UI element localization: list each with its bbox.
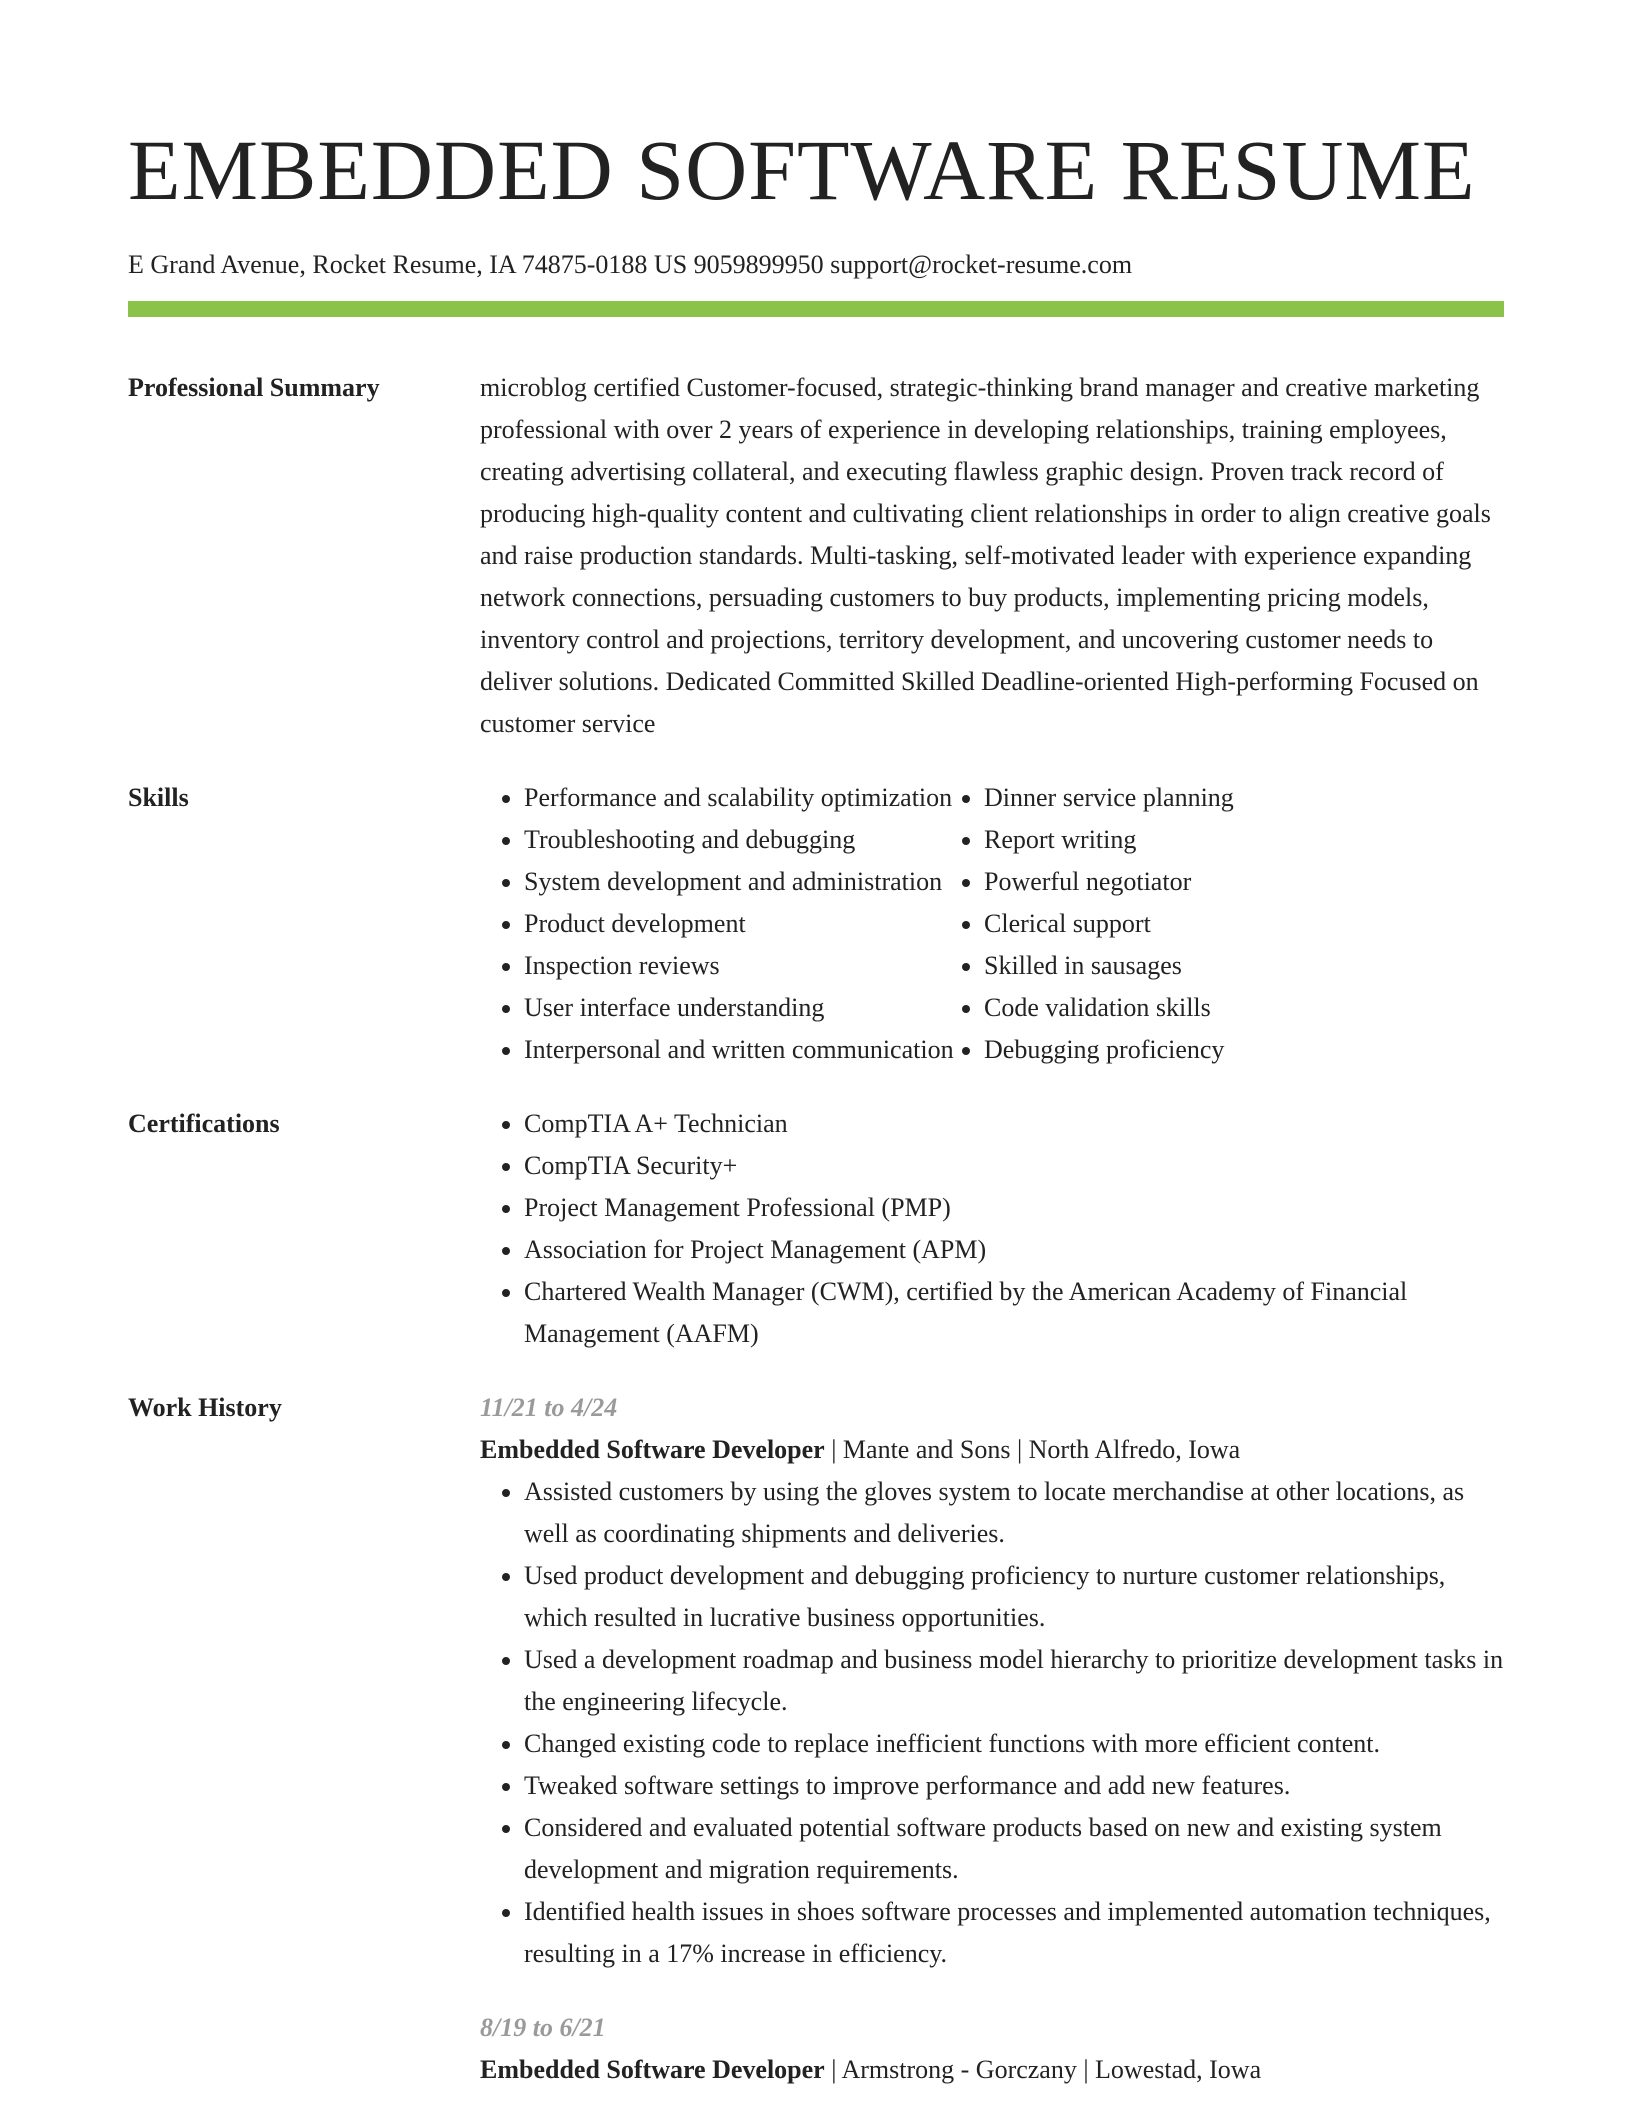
certifications-label: Certifications bbox=[128, 1109, 280, 1138]
resume-title: EMBEDDED SOFTWARE RESUME bbox=[128, 122, 1476, 218]
job-duty: • Considered and evaluated potential software products based on new and existing system development and migration requirements. bbox=[524, 1807, 1504, 1891]
certification-item: • CompTIA Security+ bbox=[524, 1145, 1504, 1187]
summary-text: microblog certified Customer-focused, strategic-thinking brand manager and creative marketing professional with over 2 years of experience in developing relationships, training employees, creating advertising collateral, and executing flawless graphic design. Proven track record of producing high-quality content and cultivating client relationships in order to align creative goals and raise production standards. Multi-tasking, self-motivated leader with experience expanding network connections, persuading customers to buy products, implementing pricing models, inventory control and projections, territory development, and uncovering customer needs to deliver solutions. Dedicated Committed Skilled Deadline-oriented High-performing Focused on customer service bbox=[480, 373, 1491, 738]
skills-column-1 bbox=[480, 777, 954, 1071]
job-dates: 8/19 to 6/21 bbox=[480, 2013, 606, 2042]
skill-item: • Report writing bbox=[984, 819, 1504, 861]
certification-item: • Project Management Professional (PMP) bbox=[524, 1187, 1504, 1229]
certification-item: • CompTIA A+ Technician bbox=[524, 1103, 1504, 1145]
job-company-location: | Mante and Sons | North Alfredo, Iowa bbox=[824, 1435, 1241, 1464]
skill-item: • Troubleshooting and debugging bbox=[524, 819, 940, 861]
skill-item: • Debugging proficiency bbox=[984, 1029, 1504, 1071]
skill-item: • Inspection reviews bbox=[524, 945, 940, 987]
skill-item: • Code validation skills bbox=[984, 987, 1504, 1029]
skill-item: • Product development bbox=[524, 903, 940, 945]
certification-item: • Chartered Wealth Manager (CWM), certified by the American Academy of Financial Management (AAFM) bbox=[524, 1271, 1504, 1355]
job-entry bbox=[480, 1387, 1504, 1975]
skill-item: • User interface understanding bbox=[524, 987, 940, 1029]
job-heading bbox=[480, 2049, 1504, 2091]
job-title: Embedded Software Developer bbox=[480, 1435, 825, 1464]
job-duty: • Tweaked software settings to improve performance and add new features. bbox=[524, 1765, 1504, 1807]
skill-item: • Performance and scalability optimization bbox=[524, 777, 940, 819]
job-heading bbox=[480, 1429, 1504, 1471]
job-duties-list bbox=[480, 1471, 1504, 1975]
certifications-list bbox=[480, 1103, 1504, 1355]
job-duty: • Assisted customers by using the gloves system to locate merchandise at other locations, as well as coordinating shipments and deliveries. bbox=[524, 1471, 1504, 1555]
work-history-section bbox=[128, 1387, 1504, 2091]
job-duty: • Used a development roadmap and business model hierarchy to prioritize development tasks in the engineering lifecycle. bbox=[524, 1639, 1504, 1723]
skill-item: • Dinner service planning bbox=[984, 777, 1504, 819]
summary-label: Professional Summary bbox=[128, 373, 380, 402]
skills-label: Skills bbox=[128, 783, 189, 812]
skill-item: • Powerful negotiator bbox=[984, 861, 1504, 903]
job-entry bbox=[480, 2007, 1504, 2091]
job-company-location: | Armstrong - Gorczany | Lowestad, Iowa bbox=[824, 2055, 1262, 2084]
certifications-body bbox=[480, 1103, 1504, 1355]
job-duty: • Changed existing code to replace inefficient functions with more efficient content. bbox=[524, 1723, 1504, 1765]
skills-column-2 bbox=[940, 777, 1504, 1071]
resume-page bbox=[128, 0, 1504, 2091]
job-duty: • Identified health issues in shoes software processes and implemented automation techniques, resulting in a 17% increase in efficiency. bbox=[524, 1891, 1504, 1975]
skill-item: • Clerical support bbox=[984, 903, 1504, 945]
job-duty: • Used product development and debugging proficiency to nurture customer relationships, which resulted in lucrative business opportunities. bbox=[524, 1555, 1504, 1639]
job-title: Embedded Software Developer bbox=[480, 2055, 825, 2084]
header-divider bbox=[128, 301, 1504, 317]
skill-item: • Interpersonal and written communication bbox=[524, 1029, 940, 1071]
job-dates: 11/21 to 4/24 bbox=[480, 1393, 618, 1422]
work-history-body bbox=[480, 1387, 1504, 2091]
certification-item: • Association for Project Management (APM) bbox=[524, 1229, 1504, 1271]
skill-item: • Skilled in sausages bbox=[984, 945, 1504, 987]
contact-line: E Grand Avenue, Rocket Resume, IA 74875-0188 US 9059899950 support@rocket-resume.com bbox=[128, 250, 1133, 279]
summary-section bbox=[128, 367, 1504, 745]
skills-section bbox=[128, 777, 1504, 1071]
skill-item: • System development and administration bbox=[524, 861, 940, 903]
skills-list bbox=[480, 777, 1504, 1071]
certifications-section bbox=[128, 1103, 1504, 1355]
work-history-label: Work History bbox=[128, 1393, 282, 1422]
